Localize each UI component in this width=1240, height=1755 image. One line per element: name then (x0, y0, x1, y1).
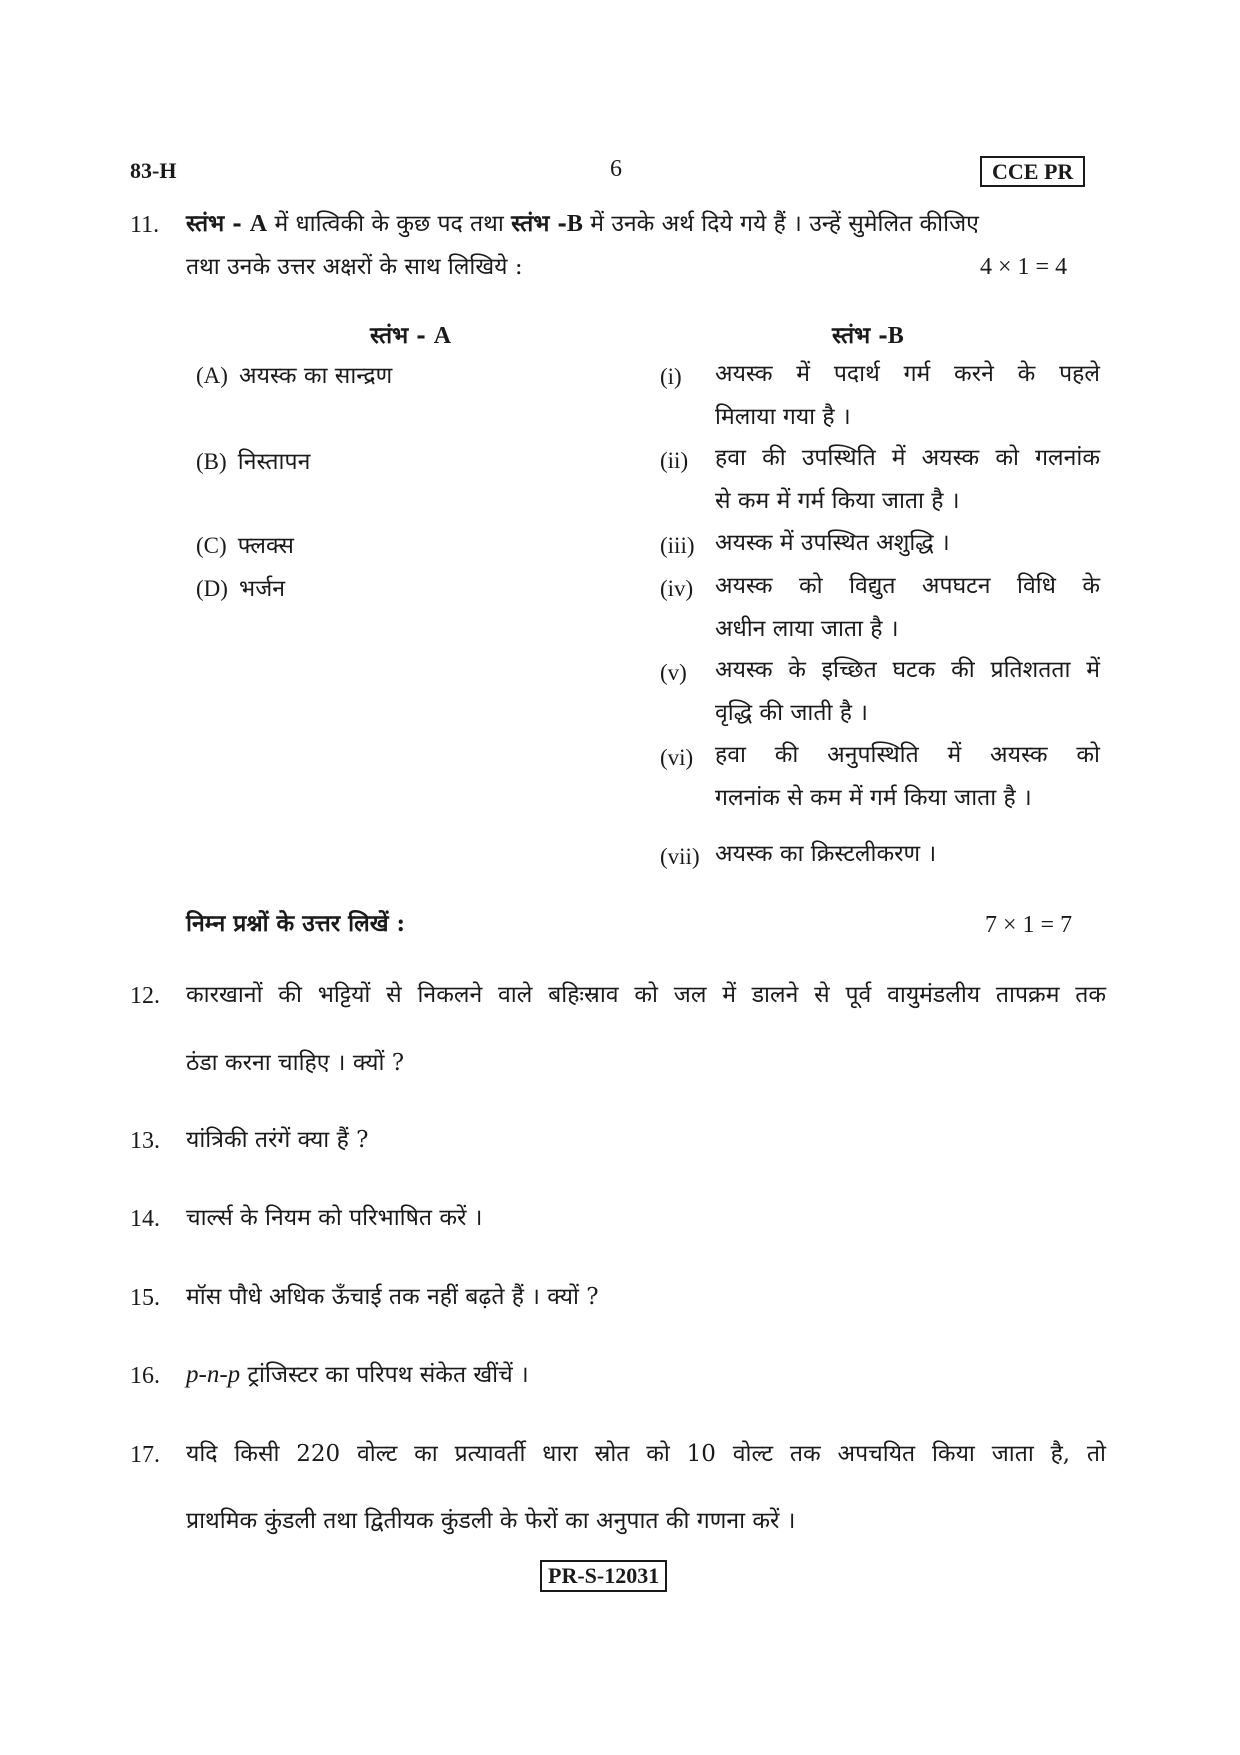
section-marks: 7 × 1 = 7 (985, 912, 1073, 938)
column-b-text-line1: अयस्क के इच्छित घटक की प्रतिशतता में (715, 657, 1100, 683)
column-b-text-line1: अयस्क को विद्युत अपघटन विधि के (715, 573, 1100, 599)
question-17-line1: यदि किसी 220 वोल्ट का प्रत्यावर्ती धारा स्रोत को 10 वोल्ट तक अपचयित किया जाता है, तो (186, 1441, 1106, 1467)
column-b-text-line2: वृद्धि की जाती है । (715, 700, 869, 726)
column-a-heading-text: स्तंभ - (370, 322, 434, 349)
column-b-ref: स्तंभ - (511, 210, 567, 237)
column-b-heading (832, 318, 904, 350)
column-b-text-line1: हवा की अनुपस्थिति में अयस्क को (715, 742, 1100, 768)
column-b-text-line1: अयस्क में पदार्थ गर्म करने के पहले (715, 361, 1100, 387)
question-12-line1: कारखानों की भट्टियों से निकलने वाले बहिःस्राव को जल में डालने से पूर्व वायुमंडलीय तापक्रम तक (186, 982, 1106, 1008)
column-b-ref-letter: B (566, 211, 583, 237)
column-a-item (196, 528, 294, 560)
column-a-label: (C) (196, 533, 227, 558)
question-15-number: 15. (130, 1285, 160, 1311)
column-b-text-line2: मिलाया गया है । (715, 404, 851, 430)
question-16-number: 16. (130, 1363, 160, 1389)
column-a-ref: स्तंभ - (186, 210, 250, 237)
section-instruction: निम्न प्रश्नों के उत्तर लिखें : (186, 910, 406, 937)
question-14-number: 14. (130, 1206, 160, 1232)
column-b-label: (v) (660, 660, 687, 685)
column-a-text: निस्तापन (237, 449, 311, 475)
question-12-number: 12. (130, 983, 160, 1009)
column-b-label: (vii) (660, 844, 700, 869)
column-a-heading (370, 318, 451, 350)
column-b-heading-letter: B (887, 323, 904, 349)
question-11-mid: में धात्विकी के कुछ पद तथा (267, 211, 512, 237)
question-11-marks: 4 × 1 = 4 (980, 254, 1068, 280)
question-11-text-line1 (186, 203, 1106, 245)
column-a-text: भर्जन (239, 576, 286, 602)
column-a-label: (D) (196, 576, 228, 601)
column-b-label: (i) (660, 364, 682, 389)
column-b-text-line1: अयस्क का क्रिस्टलीकरण । (715, 841, 937, 867)
question-11-number: 11. (130, 212, 160, 238)
column-b-label: (iv) (660, 576, 694, 601)
question-16-text: ट्रांजिस्टर का परिपथ संकेत खींचें । (240, 1362, 529, 1388)
question-12-line2: ठंडा करना चाहिए । क्यों ? (186, 1050, 405, 1076)
question-13-number: 13. (130, 1128, 160, 1154)
question-17-line2: प्राथमिक कुंडली तथा द्वितीयक कुंडली के फेरों का अनुपात की गणना करें । (186, 1508, 796, 1534)
column-b-heading-text: स्तंभ - (832, 322, 888, 349)
column-a-text: अयस्क का सान्द्रण (239, 363, 393, 389)
column-a-text: फ्लक्स (237, 533, 294, 559)
question-13-line1: यांत्रिकी तरंगें क्या हैं ? (186, 1127, 369, 1153)
question-14-line1: चार्ल्स के नियम को परिभाषित करें । (186, 1205, 483, 1231)
page-number: 6 (610, 156, 622, 182)
column-a-item (196, 358, 392, 390)
column-b-text-line2: से कम में गर्म किया जाता है । (715, 488, 960, 514)
question-11-text-line2: तथा उनके उत्तर अक्षरों के साथ लिखिये : (186, 254, 523, 280)
column-b-label: (iii) (660, 533, 695, 558)
column-a-heading-letter: A (433, 323, 452, 349)
footer-code: PR-S-12031 (540, 1560, 667, 1592)
question-17-number: 17. (130, 1442, 160, 1468)
column-a-item (196, 444, 310, 476)
question-16-line1 (186, 1354, 529, 1396)
column-b-text-line2: अधीन लाया जाता है । (715, 616, 899, 642)
column-a-item (196, 571, 285, 603)
question-15-line1: मॉस पौधे अधिक ऊँचाई तक नहीं बढ़ते हैं । क्यों ? (186, 1284, 599, 1310)
column-a-label: (B) (196, 449, 227, 474)
column-b-text-line2: गलनांक से कम में गर्म किया जाता है । (715, 785, 1032, 811)
column-a-label: (A) (196, 363, 228, 388)
column-b-label: (ii) (660, 448, 689, 473)
question-11-post: में उनके अर्थ दिये गये हैं । उन्हें सुमेलित कीजिए (582, 211, 979, 237)
pnp-term: p-n-p (186, 1361, 241, 1388)
series-badge: CCE PR (980, 156, 1085, 187)
column-b-text-line1: हवा की उपस्थिति में अयस्क को गलनांक (715, 445, 1100, 471)
paper-code: 83-H (130, 158, 177, 183)
column-b-label: (vi) (660, 745, 694, 770)
column-b-text-line1: अयस्क में उपस्थित अशुद्धि । (715, 530, 950, 556)
column-a-ref-letter: A (249, 211, 268, 237)
